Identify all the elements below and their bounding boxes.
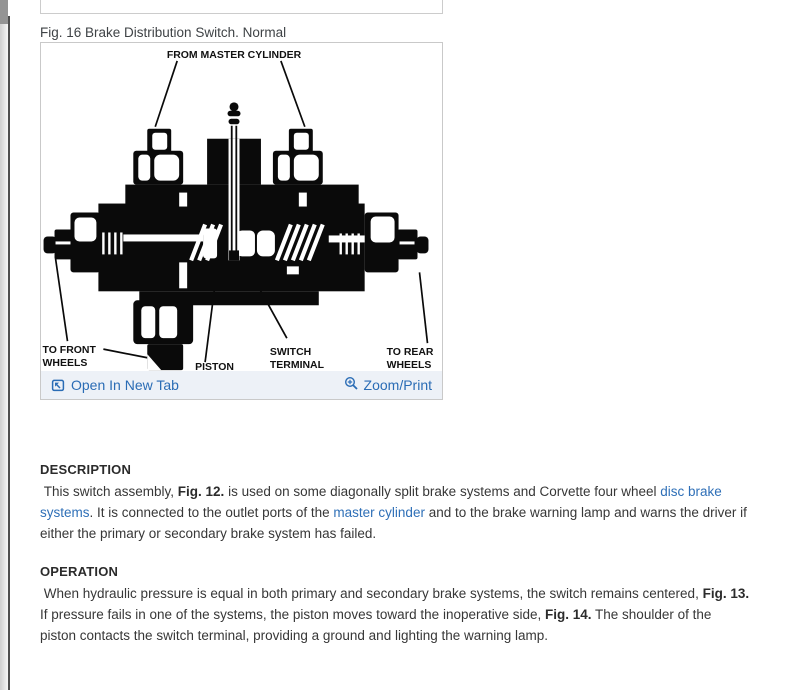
scrollbar-track[interactable] [0, 0, 8, 690]
operation-heading: OPERATION [40, 564, 119, 579]
disc-brake-systems-link[interactable]: disc brake systems [40, 484, 726, 520]
frame-divider [8, 16, 10, 690]
description-fig12-ref: Fig. 12. [177, 484, 225, 499]
diagram-label-to-rear-2: WHEELS [386, 360, 432, 372]
diagram-label-to-rear-1: TO REAR [386, 347, 434, 359]
zoom-print-label: Zoom/Print [363, 377, 432, 394]
scrollbar-thumb[interactable] [0, 0, 8, 24]
operation-fig13-ref: Fig. 13. [702, 586, 750, 601]
diagram-label-to-front-1: TO FRONT [42, 345, 96, 357]
figure-caption: Fig. 16 Brake Distribution Switch. Normal [40, 25, 287, 40]
zoom-print-icon [344, 376, 358, 391]
open-in-new-tab-label: Open In New Tab [71, 377, 179, 394]
diagram-label-piston: PISTON [195, 362, 234, 372]
operation-text-1: When hydraulic pressure is equal in both primary and secondary brake systems, the switch remains centered, [40, 586, 703, 601]
operation-fig14-ref: Fig. 14. [545, 607, 592, 622]
open-in-new-tab-link[interactable] [51, 377, 179, 393]
description-text-2: is used on some diagonally split brake systems and Corvette four wheel [224, 484, 661, 499]
operation-text-2: If pressure fails in one of the systems, the piston moves toward the inoperative side, [40, 586, 753, 622]
description-paragraph [40, 481, 750, 544]
diagram-label-switch-1: SWITCH [269, 347, 312, 359]
description-text-4: and to the brake warning lamp and warns the driver if either the primary or secondary brake system has failed. [40, 505, 751, 541]
diagram-label-to-front-2: WHEELS [42, 358, 88, 370]
diagram-label-from-master-cylinder: FROM MASTER CYLINDER [166, 49, 302, 61]
open-in-new-tab-icon [51, 378, 65, 392]
description-text-1: This switch assembly, [40, 484, 178, 499]
description-text-3: . It is connected to the outlet ports of the [89, 505, 334, 520]
diagram-label-switch-2: TERMINAL [269, 360, 325, 372]
operation-text-3: The shoulder of the piston contacts the switch terminal, providing a ground and lighting the warning lamp. [40, 607, 716, 643]
figure-box [40, 42, 443, 400]
description-heading: DESCRIPTION [40, 462, 132, 477]
zoom-print-link[interactable] [344, 376, 432, 395]
previous-figure-box [40, 0, 443, 14]
figure-footer-bar [41, 371, 442, 399]
diagram-terminal-stud [228, 102, 241, 260]
master-cylinder-link[interactable]: master cylinder [333, 505, 425, 520]
brake-switch-diagram [41, 43, 442, 371]
operation-paragraph [40, 583, 753, 646]
